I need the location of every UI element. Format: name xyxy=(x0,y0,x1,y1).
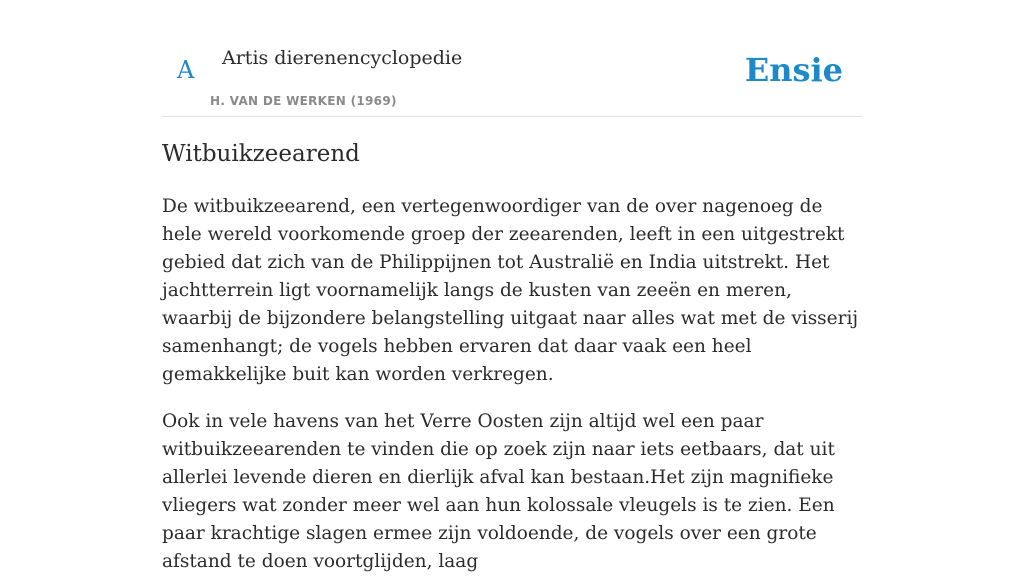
ensie-logo[interactable]: Ensie xyxy=(744,51,843,89)
site-header xyxy=(162,0,862,117)
entry-title: Witbuikzeearend xyxy=(162,141,360,167)
entry-content xyxy=(162,136,862,576)
entry-paragraph-1: De witbuikzeearend, een vertegenwoordiger van de over nagenoeg de hele wereld voorkomende groep der zeearenden, leeft in een uitgestrekt gebied dat zich van de Philippijnen tot Australië en India uitstrekt. Het jachtterrein ligt voornamelijk langs de kusten van zeeën en meren, waarbij de bijzondere belangstelling uitgaat naar alles wat met de visserij samenhangt; de vogels hebben ervaren dat daar vaak een heel gemakkelijke buit kan worden verkregen. xyxy=(162,196,859,385)
book-author: H. VAN DE WERKEN (1969) xyxy=(210,94,397,108)
book-title[interactable]: Artis dierenencyclopedie xyxy=(222,47,463,69)
entry-paragraph-2: Ook in vele havens van het Verre Oosten zijn altijd wel een paar witbuikzeearenden te vinden die op zoek zijn naar iets eetbaars, dat uit allerlei levende dieren en dierlijk afval kan bestaan.Het zijn magnifieke vliegers wat zonder meer wel aan hun kolossale vleugels is te zien. Een paar krachtige slagen ermee zijn voldoende, de vogels over een grote afstand te doen voortglijden, laag xyxy=(162,411,835,572)
book-logo-letter[interactable]: A xyxy=(177,56,195,84)
